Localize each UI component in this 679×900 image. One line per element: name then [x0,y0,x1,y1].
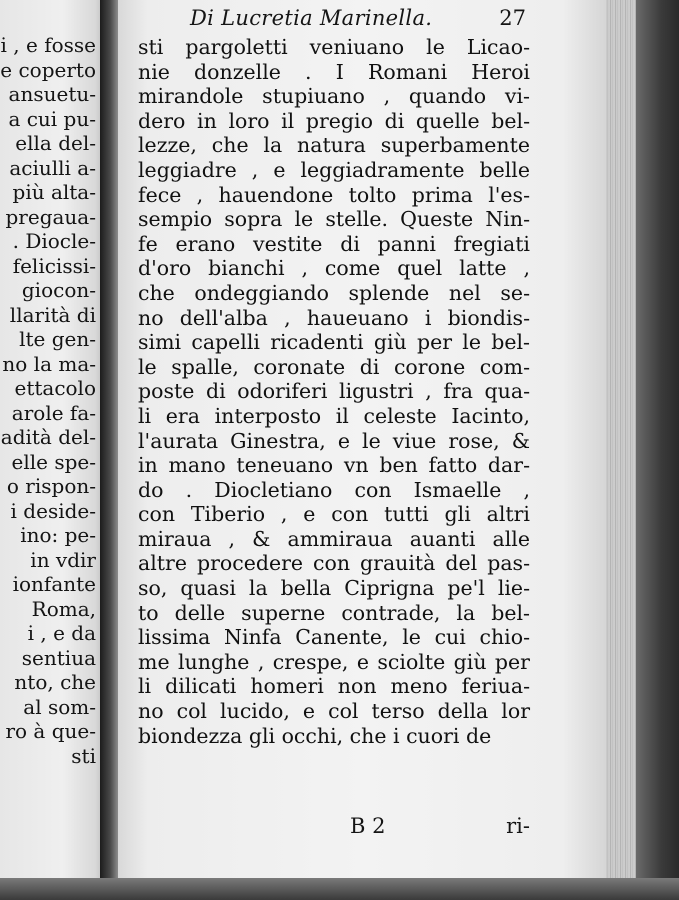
text-line: l'aurata Ginestra, e le viue rose, & [138,428,530,453]
text-line: poste di odoriferi ligustri , fra qua- [138,379,530,404]
text-line: in mano teneuano vn ben fatto dar- [138,453,530,478]
text-line: li dilicati homeri non meno feriua- [138,674,530,699]
left-text-fragment: i deside- [10,498,96,523]
left-text-fragment: o rispon- [6,474,96,498]
text-line: to delle superne contrade, la bel- [138,600,530,625]
text-line: fece , hauendone tolto prima l'es- [138,182,530,207]
text-line: me lunghe , crespe, e sciolte giù per [138,649,530,674]
page-header [190,2,526,32]
page-number: 27 [499,6,526,30]
left-text-fragment: llarità di [9,302,96,327]
text-line: simi capelli ricadenti giù per le bel- [138,330,530,355]
text-line: che ondeggiando splende nel se- [138,280,530,305]
left-text-fragment: ino: pe- [20,523,96,547]
left-text-fragment: arole fa- [11,400,96,425]
text-line: no col lucido, e col terso della lor [138,699,530,724]
left-text-fragment: Roma, [31,596,96,621]
left-text-fragment: giocon- [21,278,96,302]
left-text-fragment: pregaua- [5,204,96,229]
left-text-fragment: felicissi- [12,253,96,278]
text-line: biondezza gli occhi, che i cuori de [138,723,492,748]
text-line: dero in loro il pregio di quelle bel- [138,108,530,133]
left-text-fragment: ella del- [15,131,96,155]
text-line: do . Diocletiano con Ismaelle , [138,477,530,502]
left-text-fragment: nto, che [14,670,96,694]
left-text-fragment: ettacolo [14,376,96,400]
left-page-text [0,33,96,768]
text-line: d'oro bianchi , come quel latte , [138,256,530,281]
text-line: le spalle, coronate di corone com- [138,354,530,379]
page-footer [350,814,530,842]
text-line: leggiadre , e leggiadramente belle [138,157,530,182]
text-line: lezze, che la natura superbamente [138,133,530,158]
left-text-fragment: lte gen- [19,327,96,351]
left-text-fragment: al som- [23,694,96,719]
text-line: altre procedere con grauità del pas- [138,551,530,576]
catchword: ri- [506,814,530,838]
left-text-fragment: sti [71,743,96,768]
text-line: mirandole stupiuano , quando vi- [138,84,530,109]
text-line: lissima Ninfa Canente, le cui chio- [138,625,530,650]
left-text-fragment: a cui pu- [8,106,96,131]
bottom-shadow [0,878,679,900]
left-text-fragment: adità del- [0,425,96,449]
left-text-fragment: i , e da [27,621,96,645]
left-text-fragment: no la ma- [2,351,96,376]
text-line: sti pargoletti veniuano le Licao- [138,35,530,59]
book-cover-edge [636,0,679,900]
left-text-fragment: e coperto [0,57,96,82]
signature-mark: B 2 [350,814,386,838]
text-line: sempio sopra le stelle. Queste Nin- [138,207,530,232]
left-text-fragment: più alta- [12,180,96,204]
left-text-fragment: i , e fosse [0,33,96,57]
text-line: con Tiberio , e con tutti gli altri [138,502,530,527]
left-text-fragment: aciulli a- [9,155,96,180]
text-line: miraua , & ammiraua auanti alle [138,526,530,551]
body-text [138,35,530,748]
text-line: so, quasi la bella Ciprigna pe'l lie- [138,576,530,601]
left-facing-page [0,0,104,878]
left-text-fragment: ro à que- [5,719,96,743]
left-text-fragment: ionfante [12,572,96,596]
text-line: fe erano vestite di panni fregiati [138,231,530,256]
left-text-fragment: elle spe- [11,449,96,474]
text-line: no dell'alba , haueuano i biondis- [138,305,530,330]
running-head: Di Lucretia Marinella. [190,6,433,30]
left-text-fragment: sentiua [21,645,96,670]
text-line: nie donzelle . I Romani Heroi [138,59,530,84]
left-text-fragment: ansuetu- [8,82,96,106]
text-line: li era interposto il celeste Iacinto, [138,403,530,428]
left-text-fragment: . Diocle- [12,229,96,253]
page-edges [606,0,636,880]
left-text-fragment: in vdir [30,547,96,572]
